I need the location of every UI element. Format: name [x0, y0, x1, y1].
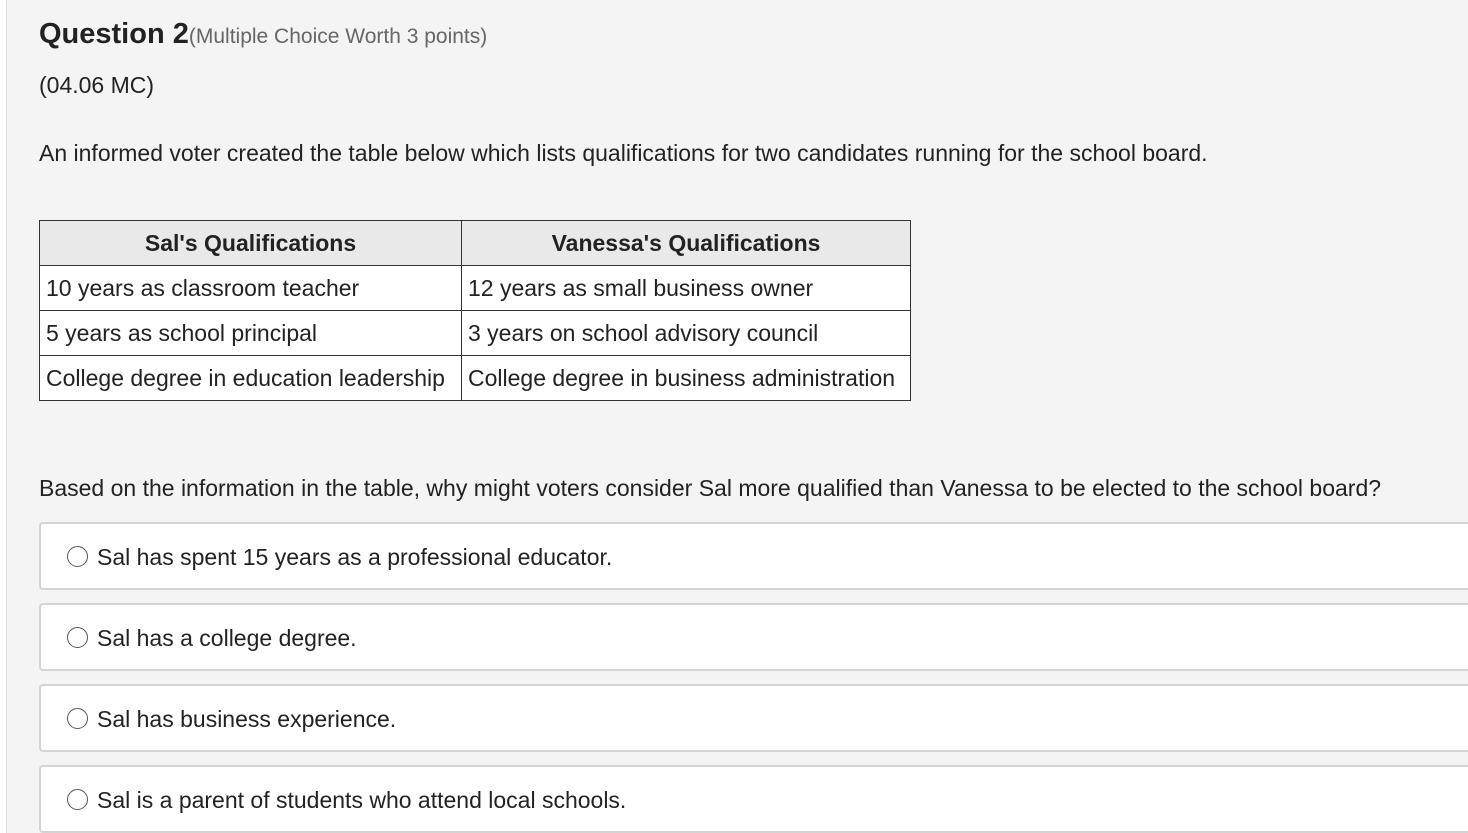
- radio-button-icon[interactable]: [67, 708, 88, 729]
- answer-option-label: Sal has spent 15 years as a professional educator.: [97, 544, 613, 570]
- table-cell: 12 years as small business owner: [462, 266, 911, 311]
- table-cell: 5 years as school principal: [40, 311, 462, 356]
- question-intro: An informed voter created the table below which lists qualifications for two candidates running for the school board.: [39, 140, 1208, 166]
- radio-button-icon[interactable]: [67, 789, 88, 810]
- radio-button-icon[interactable]: [67, 546, 88, 567]
- answer-option-label: Sal has a college degree.: [97, 625, 357, 651]
- question-number: Question 2: [39, 18, 189, 50]
- table-row: [40, 266, 911, 311]
- table-header-sal: Sal's Qualifications: [40, 221, 462, 266]
- table-cell: 10 years as classroom teacher: [40, 266, 462, 311]
- question-panel: [6, 0, 1468, 833]
- answer-option-b[interactable]: [39, 603, 1468, 671]
- table-row: [40, 356, 911, 401]
- question-code: (04.06 MC): [39, 72, 155, 98]
- table-cell: 3 years on school advisory council: [462, 311, 911, 356]
- question-prompt: Based on the information in the table, why might voters consider Sal more qualified than Vanessa to be elected to the school board?: [39, 475, 1382, 501]
- table-cell: College degree in education leadership: [40, 356, 462, 401]
- answer-option-label: Sal is a parent of students who attend local schools.: [97, 787, 627, 813]
- table-header-row: [40, 221, 911, 266]
- question-meta: (Multiple Choice Worth 3 points): [188, 25, 488, 48]
- radio-button-icon[interactable]: [67, 627, 88, 648]
- answer-option-d[interactable]: [39, 765, 1468, 833]
- table-row: [40, 311, 911, 356]
- table-header-vanessa: Vanessa's Qualifications: [462, 221, 911, 266]
- question-title: [39, 18, 487, 51]
- qualifications-table: [39, 220, 911, 401]
- answer-option-a[interactable]: [39, 522, 1468, 590]
- table-cell: College degree in business administration: [462, 356, 911, 401]
- answer-option-c[interactable]: [39, 684, 1468, 752]
- answer-option-label: Sal has business experience.: [97, 706, 397, 732]
